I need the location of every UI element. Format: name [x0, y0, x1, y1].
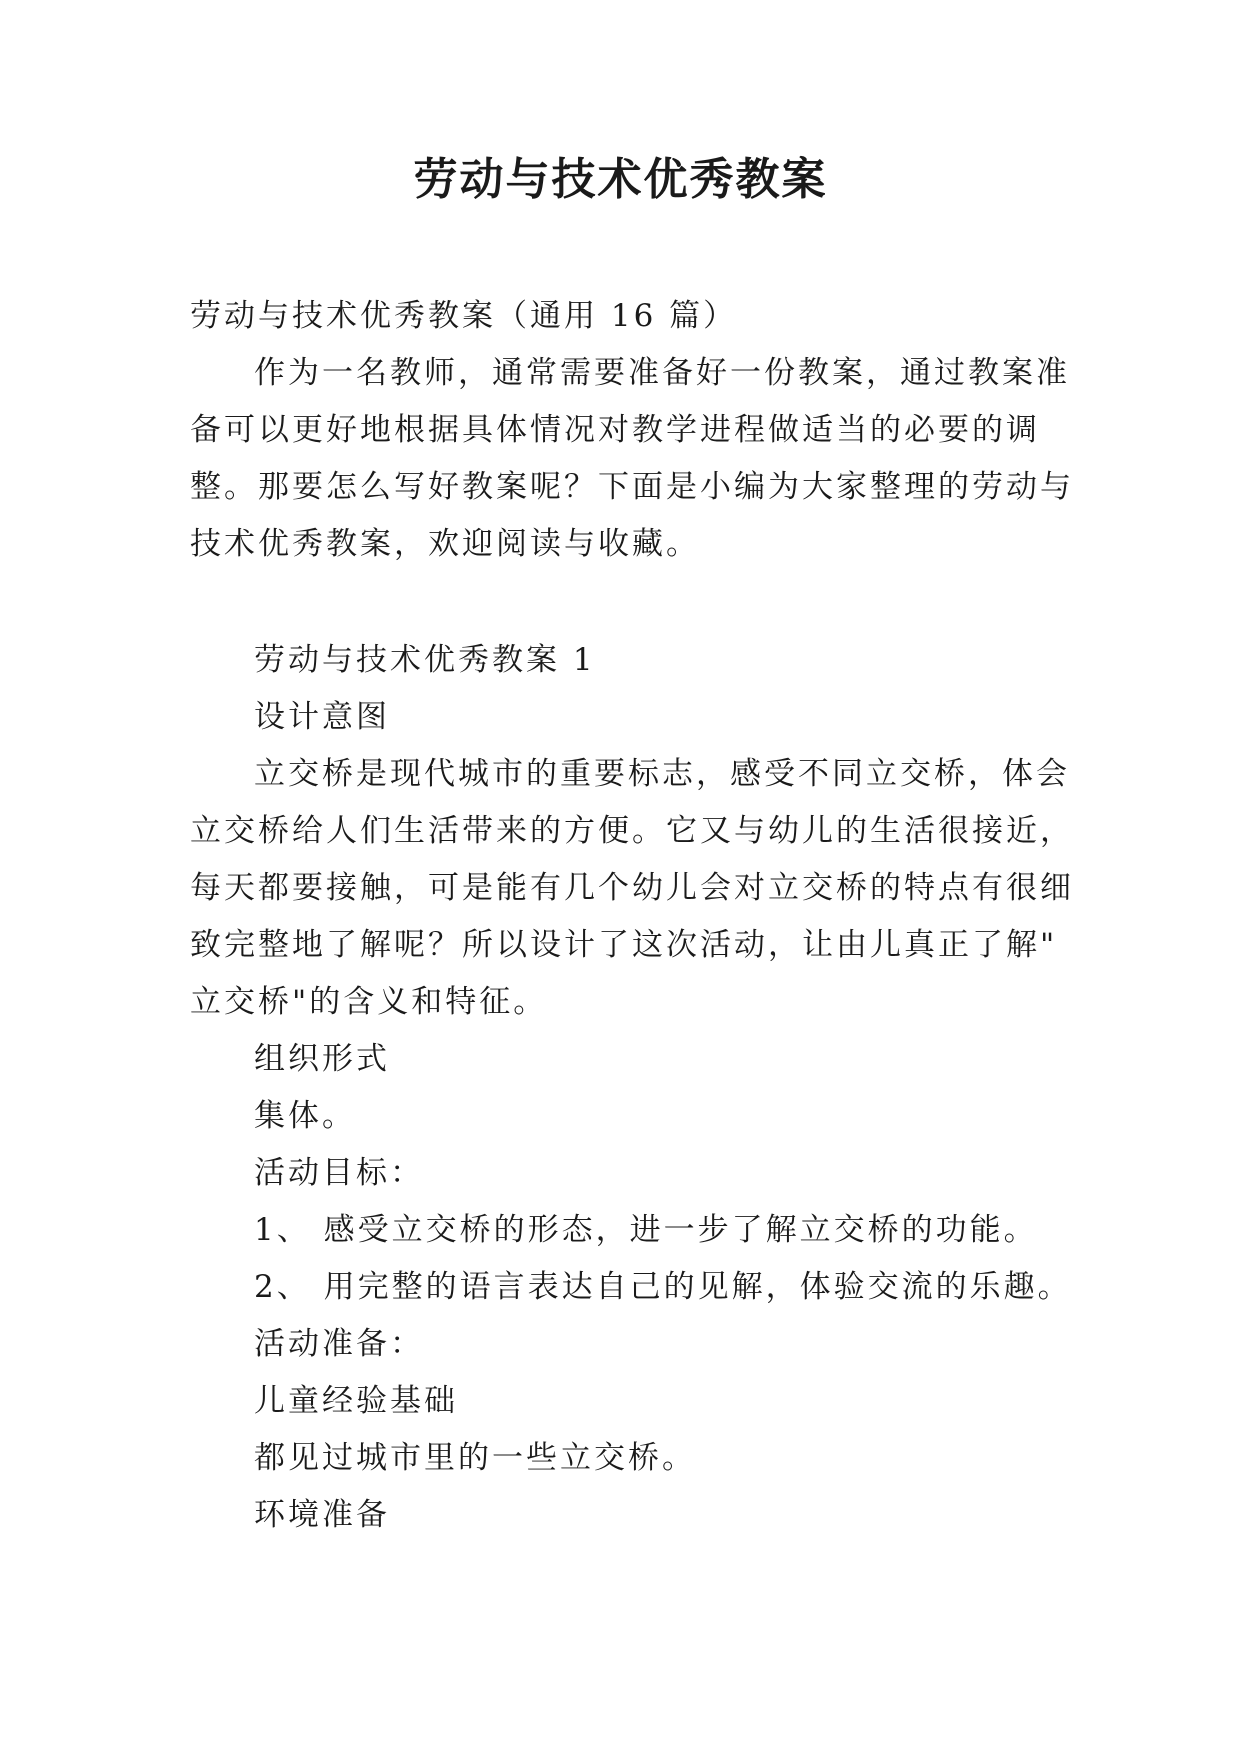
section-heading: 劳动与技术优秀教案 1 [254, 642, 596, 678]
body-line: 立交桥是现代城市的重要标志，感受不同立交桥，体会 [254, 756, 1070, 792]
subtitle-line: 劳动与技术优秀教案（通用 16 篇） [190, 298, 738, 334]
subheading: 设计意图 [254, 699, 390, 735]
body-line: 都见过城市里的一些立交桥。 [254, 1440, 696, 1476]
subheading: 儿童经验基础 [254, 1383, 458, 1419]
subheading: 活动准备： [254, 1326, 424, 1362]
intro-paragraph-line: 整。那要怎么写好教案呢？下面是小编为大家整理的劳动与 [190, 469, 1074, 505]
body-line: 每天都要接触，可是能有几个幼儿会对立交桥的特点有很细 [190, 870, 1074, 906]
intro-paragraph-line: 技术优秀教案，欢迎阅读与收藏。 [190, 526, 700, 562]
subheading: 活动目标： [254, 1155, 424, 1191]
intro-paragraph-line: 备可以更好地根据具体情况对教学进程做适当的必要的调 [190, 412, 1040, 448]
body-line: 集体。 [254, 1098, 356, 1134]
body-line: 立交桥给人们生活带来的方便。它又与幼儿的生活很接近， [190, 813, 1074, 849]
body-line: 致完整地了解呢？所以设计了这次活动，让由儿真正了解" [190, 927, 1058, 963]
subheading: 组织形式 [254, 1041, 390, 1077]
body-line: 立交桥"的含义和特征。 [190, 984, 548, 1020]
list-item: 1、 感受立交桥的形态，进一步了解立交桥的功能。 [254, 1212, 1038, 1248]
subheading: 环境准备 [254, 1497, 390, 1533]
intro-paragraph-line: 作为一名教师，通常需要准备好一份教案，通过教案准 [254, 355, 1070, 391]
list-item: 2、 用完整的语言表达自己的见解，体验交流的乐趣。 [254, 1269, 1072, 1305]
document-title: 劳动与技术优秀教案 [413, 154, 828, 205]
